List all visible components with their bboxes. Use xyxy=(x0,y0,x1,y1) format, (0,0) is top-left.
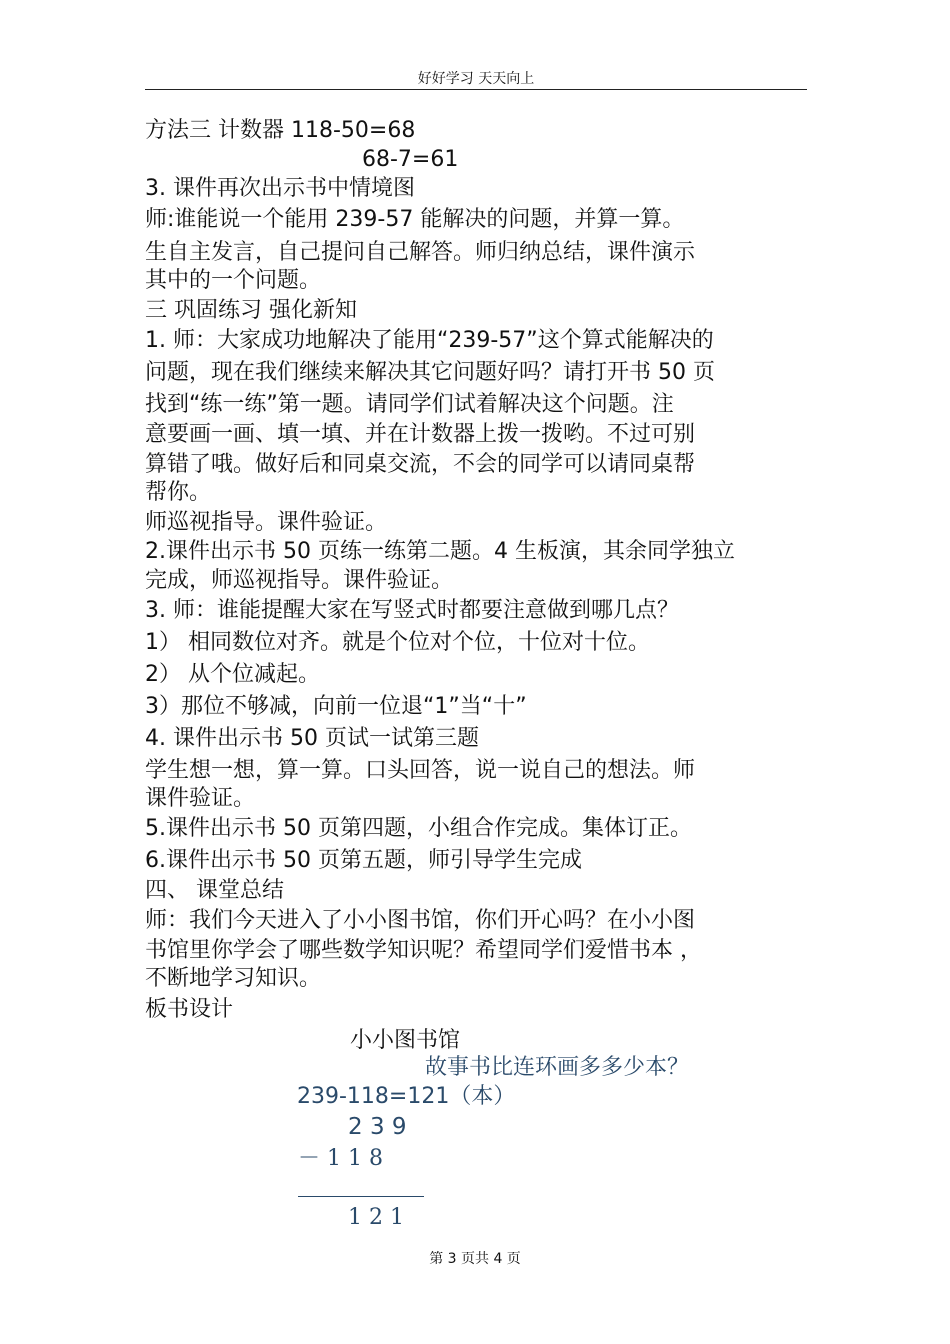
text-line: 书馆里你学会了哪些数学知识呢？希望同学们爱惜书本 ， xyxy=(145,938,702,963)
text-line: 帮你。 xyxy=(145,480,212,505)
text-line: 4. 课件出示书 50 页试一试第三题 xyxy=(145,726,479,751)
vertical-calc-rule xyxy=(298,1196,424,1197)
section-heading: 三 巩固练习 强化新知 xyxy=(145,298,357,323)
text-line: 意要画一画、填一填、并在计数器上拨一拨哟。不过可别 xyxy=(145,422,696,447)
method-three-line: 方法三 计数器 118-50=68 xyxy=(145,118,416,143)
vertical-calc-subtrahend: － 1 1 8 xyxy=(298,1146,383,1171)
text-line: 师巡视指导。课件验证。 xyxy=(145,510,388,535)
list-item: 3）那位不够减，向前一位退“1”当“十” xyxy=(145,694,527,719)
list-item: 2） 从个位减起。 xyxy=(145,662,320,687)
text-line: 课件验证。 xyxy=(145,786,256,811)
page-footer: 第 3 页共 4 页 xyxy=(429,1251,521,1267)
text-line: 师：我们今天进入了小小图书馆，你们开心吗？在小小图 xyxy=(145,908,696,933)
text-line: 3. 师：谁能提醒大家在写竖式时都要注意做到哪几点？ xyxy=(145,598,679,623)
text-line: 2.课件出示书 50 页练一练第二题。4 生板演，其余同学独立 xyxy=(145,539,735,564)
board-design-heading: 板书设计 xyxy=(145,997,234,1022)
text-line: 算错了哦。做好后和同桌交流，不会的同学可以请同桌帮 xyxy=(145,452,696,477)
text-line: 问题，现在我们继续来解决其它问题好吗？请打开书 50 页 xyxy=(145,360,715,385)
board-title: 小小图书馆 xyxy=(350,1028,461,1053)
text-line: 师:谁能说一个能用 239-57 能解决的问题，并算一算。 xyxy=(145,207,685,232)
text-line: 6.课件出示书 50 页第五题，师引导学生完成 xyxy=(145,848,582,873)
text-line: 5.课件出示书 50 页第四题，小组合作完成。集体订正。 xyxy=(145,816,692,841)
text-line: 找到“练一练”第一题。请同学们试着解决这个问题。注 xyxy=(145,392,674,417)
list-item: 1） 相同数位对齐。就是个位对个位，十位对十位。 xyxy=(145,630,650,655)
text-line: 生自主发言，自己提问自己解答。师归纳总结，课件演示 xyxy=(145,240,696,265)
section-heading: 四、 课堂总结 xyxy=(145,878,284,903)
text-line: 完成，师巡视指导。课件验证。 xyxy=(145,568,454,593)
text-line: 3. 课件再次出示书中情境图 xyxy=(145,176,415,201)
page-header: 好好学习 天天向上 xyxy=(417,71,535,87)
text-line: 1. 师：大家成功地解决了能用“239-57”这个算式能解决的 xyxy=(145,328,714,353)
text-line: 其中的一个问题。 xyxy=(145,268,322,293)
board-equation: 239-118=121（本） xyxy=(297,1084,516,1109)
header-divider xyxy=(145,89,807,90)
text-line: 学生想一想，算一算。口头回答，说一说自己的想法。师 xyxy=(145,758,696,783)
method-three-calc: 68-7=61 xyxy=(362,147,459,172)
vertical-calc-top: 2 3 9 xyxy=(348,1114,407,1140)
board-question: 故事书比连环画多多少本？ xyxy=(425,1055,690,1080)
text-line: 不断地学习知识。 xyxy=(145,966,322,991)
vertical-calc-result: 1 2 1 xyxy=(348,1205,404,1230)
